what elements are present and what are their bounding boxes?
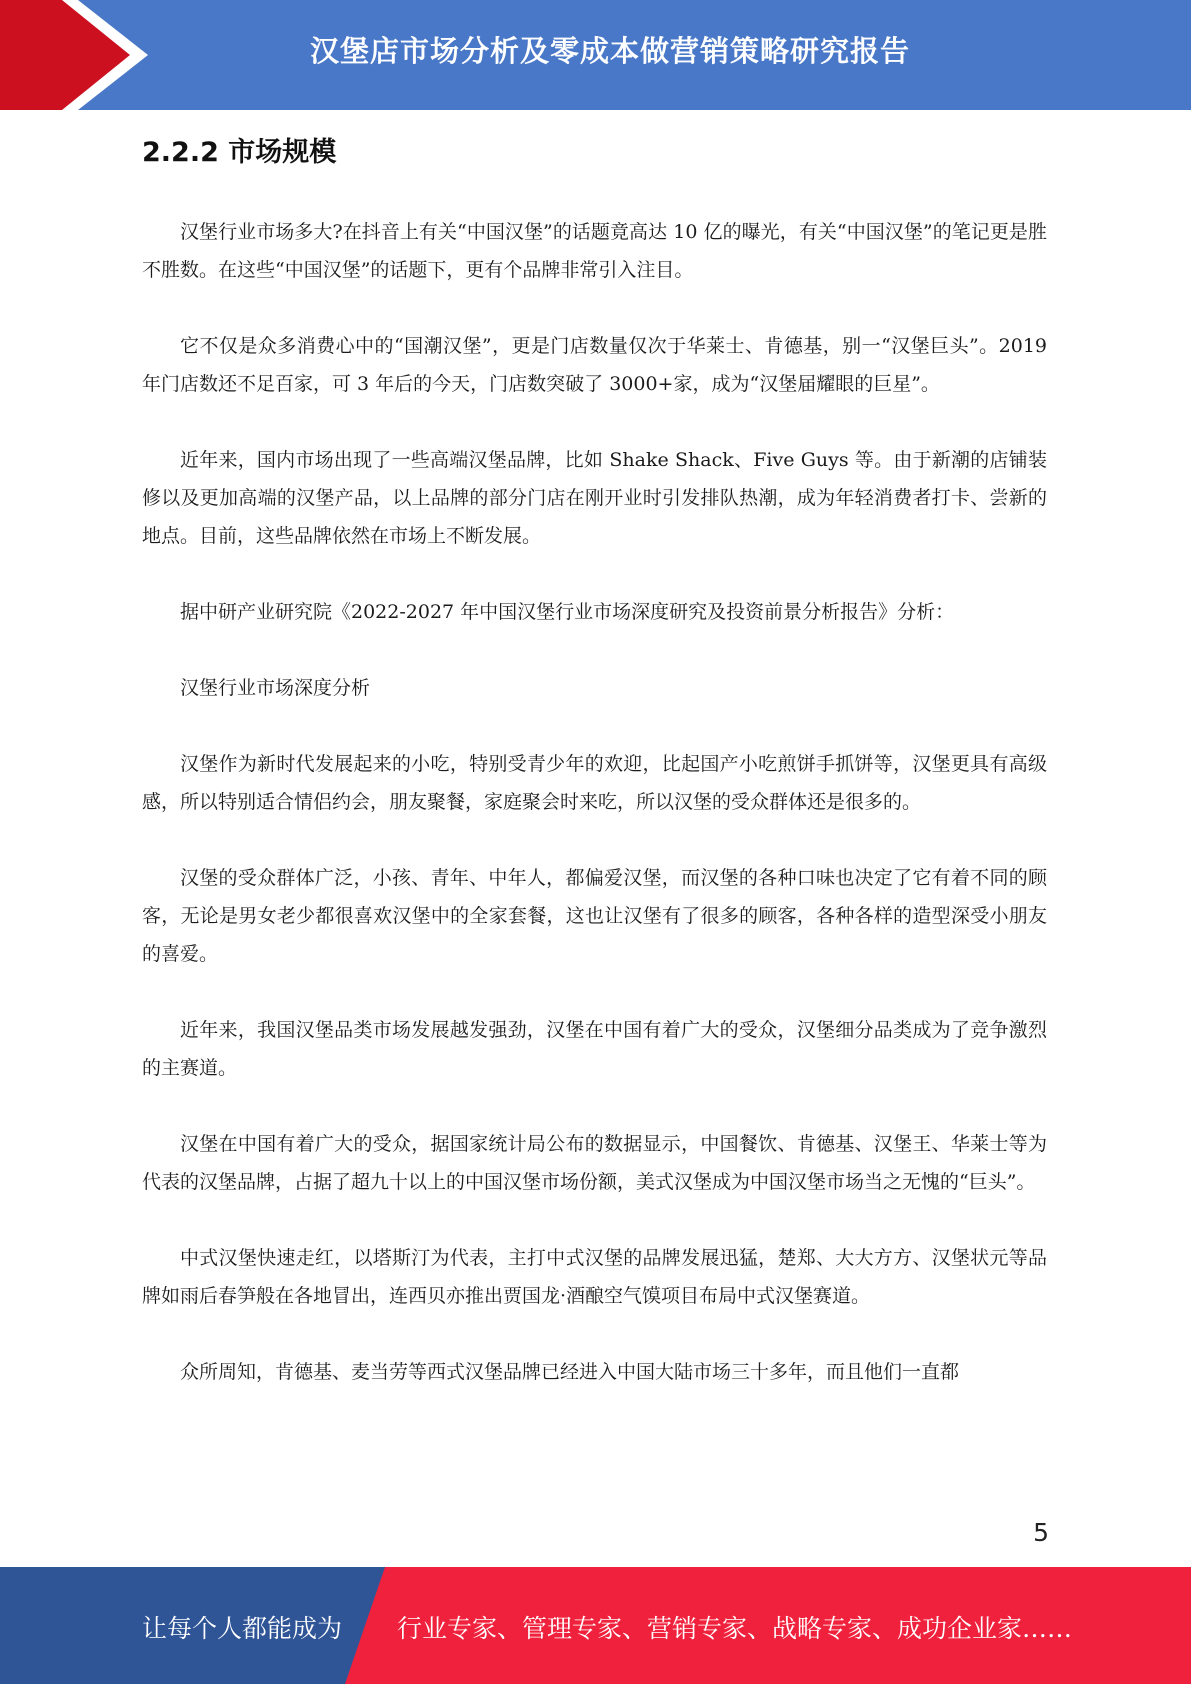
paragraph: 汉堡的受众群体广泛，小孩、青年、中年人，都偏爱汉堡，而汉堡的各种口味也决定了它有着不同的顾客，无论是男女老少都很喜欢汉堡中的全家套餐，这也让汉堡有了很多的顾客，各种各样的造型深受小朋友的喜爱。 xyxy=(142,867,1047,965)
paragraph: 近年来，国内市场出现了一些高端汉堡品牌，比如 Shake Shack、Five Guys 等。由于新潮的店铺装修以及更加高端的汉堡产品，以上品牌的部分门店在刚开业时引发排队热潮，成为年轻消费者打卡、尝新的地点。目前，这些品牌依然在市场上不断发展。 xyxy=(142,449,1047,547)
section-heading: 2.2.2 市场规模 xyxy=(142,137,337,168)
footer-slogan-left: 让每个人都能成为 xyxy=(142,1614,343,1643)
page-header xyxy=(0,0,1191,110)
chevron-arrow-icon xyxy=(0,0,160,110)
paragraph: 汉堡行业市场多大?在抖音上有关“中国汉堡”的话题竟高达 10 亿的曝光，有关“中国汉堡”的笔记更是胜不胜数。在这些“中国汉堡”的话题下，更有个品牌非常引入注目。 xyxy=(142,221,1047,281)
paragraph: 据中研产业研究院《2022-2027 年中国汉堡行业市场深度研究及投资前景分析报告》分析： xyxy=(180,601,955,623)
page-number: 5 xyxy=(1033,1518,1049,1547)
paragraph: 近年来，我国汉堡品类市场发展越发强劲，汉堡在中国有着广大的受众，汉堡细分品类成为了竞争激烈的主赛道。 xyxy=(142,1019,1047,1079)
page-footer xyxy=(0,1567,1191,1684)
paragraph: 汉堡在中国有着广大的受众，据国家统计局公布的数据显示，中国餐饮、肯德基、汉堡王、华莱士等为代表的汉堡品牌，占据了超九十以上的中国汉堡市场份额，美式汉堡成为中国汉堡市场当之无愧的“巨头”。 xyxy=(142,1133,1047,1193)
paragraph: 汉堡作为新时代发展起来的小吃，特别受青少年的欢迎，比起国产小吃煎饼手抓饼等，汉堡更具有高级感，所以特别适合情侣约会，朋友聚餐，家庭聚会时来吃，所以汉堡的受众群体还是很多的。 xyxy=(142,753,1047,813)
paragraph: 汉堡行业市场深度分析 xyxy=(180,677,371,699)
body-text xyxy=(142,213,1047,1429)
document-title: 汉堡店市场分析及零成本做营销策略研究报告 xyxy=(309,34,910,68)
footer-slogan-right: 行业专家、管理专家、营销专家、战略专家、成功企业家…… xyxy=(397,1614,1073,1643)
paragraph: 它不仅是众多消费心中的“国潮汉堡”，更是门店数量仅次于华莱士、肯德基，别一“汉堡巨头”。2019 年门店数还不足百家，可 3 年后的今天，门店数突破了 3000+家，成为“汉堡届耀眼的巨星”。 xyxy=(142,335,1047,395)
paragraph: 众所周知，肯德基、麦当劳等西式汉堡品牌已经进入中国大陆市场三十多年，而且他们一直都 xyxy=(180,1361,960,1383)
paragraph: 中式汉堡快速走红，以塔斯汀为代表，主打中式汉堡的品牌发展迅猛，楚郑、大大方方、汉堡状元等品牌如雨后春笋般在各地冒出，连西贝亦推出贾国龙·酒酿空气馍项目布局中式汉堡赛道。 xyxy=(142,1247,1047,1307)
